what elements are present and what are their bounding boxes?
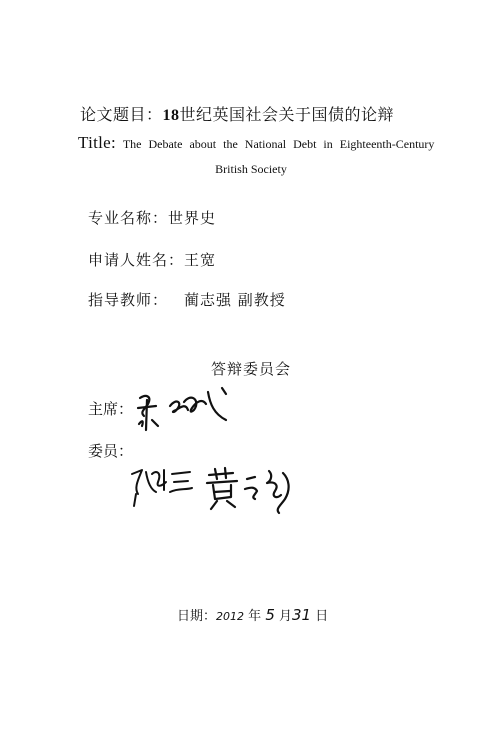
major-row (88, 207, 216, 228)
member-signature-1 (128, 460, 196, 512)
advisor-row (88, 289, 286, 310)
date-month-unit: 月 (279, 609, 293, 624)
advisor-label: 指导教师： (88, 291, 169, 309)
date-year-unit: 年 (248, 609, 262, 624)
date-row (177, 605, 328, 624)
major-label: 专业名称： (88, 209, 169, 227)
thesis-title-number: 18 (162, 107, 180, 124)
thesis-title (80, 102, 394, 125)
chair-signature (130, 380, 240, 438)
english-title-line2: British Society (215, 162, 287, 176)
major-value: 世界史 (168, 209, 217, 227)
applicant-value: 王宽 (184, 251, 217, 269)
date-day: 31 (292, 606, 312, 624)
date-month: 5 (265, 606, 275, 624)
chair-label: 主席： (88, 400, 134, 418)
english-title-label: Title: (78, 133, 117, 152)
member-signature-2 (205, 465, 297, 517)
applicant-label: 申请人姓名： (88, 251, 185, 269)
committee-heading: 答辩委员会 (210, 360, 291, 378)
thesis-title-text: 世纪英国社会关于国债的论辩 (179, 105, 395, 124)
advisor-value: 蔺志强 副教授 (184, 291, 286, 309)
applicant-row (88, 249, 216, 270)
english-title-line1: The Debate about the National Debt in Eighteenth-Century (122, 137, 435, 151)
date-day-unit: 日 (315, 609, 329, 624)
date-year: 2012 (216, 610, 245, 623)
thesis-title-label: 论文题目： (80, 105, 163, 124)
members-label: 委员： (88, 442, 134, 460)
english-title (78, 133, 434, 153)
date-label: 日期： (177, 609, 217, 624)
